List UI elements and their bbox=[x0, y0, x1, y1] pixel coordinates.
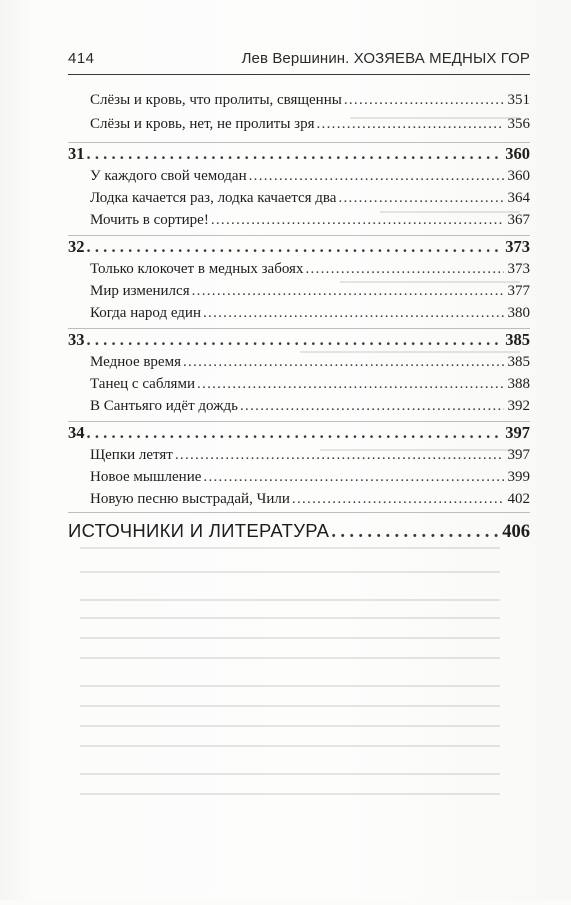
dot-leader bbox=[292, 491, 504, 508]
toc-entry-title: Только клокочет в медных забоях bbox=[90, 261, 304, 277]
toc-entry-page: 367 bbox=[507, 212, 530, 228]
dot-leader bbox=[175, 447, 504, 464]
toc-entry-page: 360 bbox=[507, 168, 530, 184]
toc-entry-page: 397 bbox=[507, 447, 530, 463]
toc-entry bbox=[68, 354, 530, 371]
dot-leader bbox=[331, 522, 498, 543]
toc-chapter bbox=[68, 330, 530, 350]
toc-entry bbox=[68, 92, 530, 109]
toc-entry-page: 397 bbox=[505, 423, 530, 442]
toc-entry-title: Мочить в сортире! bbox=[90, 212, 209, 228]
toc-entry-page: 406 bbox=[502, 522, 530, 542]
toc-entry-title: Новое мышление bbox=[90, 469, 202, 485]
running-header bbox=[68, 50, 530, 74]
toc-entry bbox=[68, 305, 530, 322]
toc-entry-page: 385 bbox=[505, 330, 530, 349]
toc-sources-heading bbox=[68, 520, 530, 543]
toc-entry-title: У каждого свой чемодан bbox=[90, 168, 247, 184]
toc-entry-title: Танец с саблями bbox=[90, 376, 195, 392]
page-number: 414 bbox=[68, 50, 95, 67]
toc-entry bbox=[68, 116, 530, 133]
chapter-number: 32 bbox=[68, 237, 85, 256]
dot-leader bbox=[249, 168, 504, 185]
toc-chapter bbox=[68, 144, 530, 164]
dot-leader bbox=[317, 116, 504, 133]
dot-leader bbox=[87, 144, 502, 164]
toc-entry-page: 364 bbox=[507, 190, 530, 206]
chapter-divider bbox=[68, 328, 530, 329]
dot-leader bbox=[87, 423, 502, 443]
toc-entry-title: Щепки летят bbox=[90, 447, 173, 463]
toc-entry-page: 356 bbox=[507, 116, 530, 132]
toc-chapter bbox=[68, 237, 530, 257]
section-divider bbox=[68, 512, 530, 513]
dot-leader bbox=[87, 330, 502, 350]
dot-leader bbox=[344, 92, 504, 109]
toc-entry bbox=[68, 212, 530, 229]
toc-entry-page: 385 bbox=[507, 354, 530, 370]
toc-entry bbox=[68, 190, 530, 207]
toc-entry-title: Когда народ един bbox=[90, 305, 201, 321]
toc-entry bbox=[68, 261, 530, 278]
sources-title: ИСТОЧНИКИ И ЛИТЕРАТУРА bbox=[68, 520, 330, 541]
toc-entry-page: 392 bbox=[507, 398, 530, 414]
dot-leader bbox=[211, 212, 504, 229]
toc-entry bbox=[68, 376, 530, 393]
toc-entry bbox=[68, 469, 530, 486]
dot-leader bbox=[240, 398, 504, 415]
chapter-divider bbox=[68, 235, 530, 236]
toc-entry bbox=[68, 491, 530, 508]
header-rule bbox=[68, 74, 530, 75]
dot-leader bbox=[305, 261, 503, 278]
dot-leader bbox=[183, 354, 504, 371]
toc-entry bbox=[68, 283, 530, 300]
dot-leader bbox=[203, 469, 503, 486]
toc-entry-page: 351 bbox=[507, 92, 530, 108]
toc-entry bbox=[68, 447, 530, 464]
toc-entry-title: Лодка качается раз, лодка качается два bbox=[90, 190, 337, 206]
dot-leader bbox=[338, 190, 503, 207]
toc-entry-page: 373 bbox=[505, 237, 530, 256]
dot-leader bbox=[203, 305, 504, 322]
chapter-number: 34 bbox=[68, 423, 85, 442]
chapter-number: 33 bbox=[68, 330, 85, 349]
toc-entry-page: 388 bbox=[507, 376, 530, 392]
toc-entry bbox=[68, 168, 530, 185]
toc-entry-page: 360 bbox=[505, 144, 530, 163]
toc-entry-page: 377 bbox=[507, 283, 530, 299]
toc-entry-title: В Сантьяго идёт дождь bbox=[90, 398, 238, 414]
toc-entry bbox=[68, 398, 530, 415]
dot-leader bbox=[192, 283, 504, 300]
toc-entry-page: 399 bbox=[507, 469, 530, 485]
toc-entry-title: Слёзы и кровь, что пролиты, священны bbox=[90, 92, 342, 108]
toc-entry-title: Слёзы и кровь, нет, не пролиты зря bbox=[90, 116, 315, 132]
toc-entry-page: 380 bbox=[507, 305, 530, 321]
chapter-divider bbox=[68, 142, 530, 143]
chapter-divider bbox=[68, 421, 530, 422]
toc-entry-title: Мир изменился bbox=[90, 283, 190, 299]
toc-entry-page: 373 bbox=[507, 261, 530, 277]
dot-leader bbox=[87, 237, 502, 257]
toc-chapter bbox=[68, 423, 530, 443]
dot-leader bbox=[197, 376, 504, 393]
toc-entry-title: Новую песню выстрадай, Чили bbox=[90, 491, 290, 507]
chapter-number: 31 bbox=[68, 144, 85, 163]
running-title: Лев Вершинин. ХОЗЯЕВА МЕДНЫХ ГОР bbox=[241, 50, 530, 67]
toc-entry-title: Медное время bbox=[90, 354, 181, 370]
toc-entry-page: 402 bbox=[507, 491, 530, 507]
